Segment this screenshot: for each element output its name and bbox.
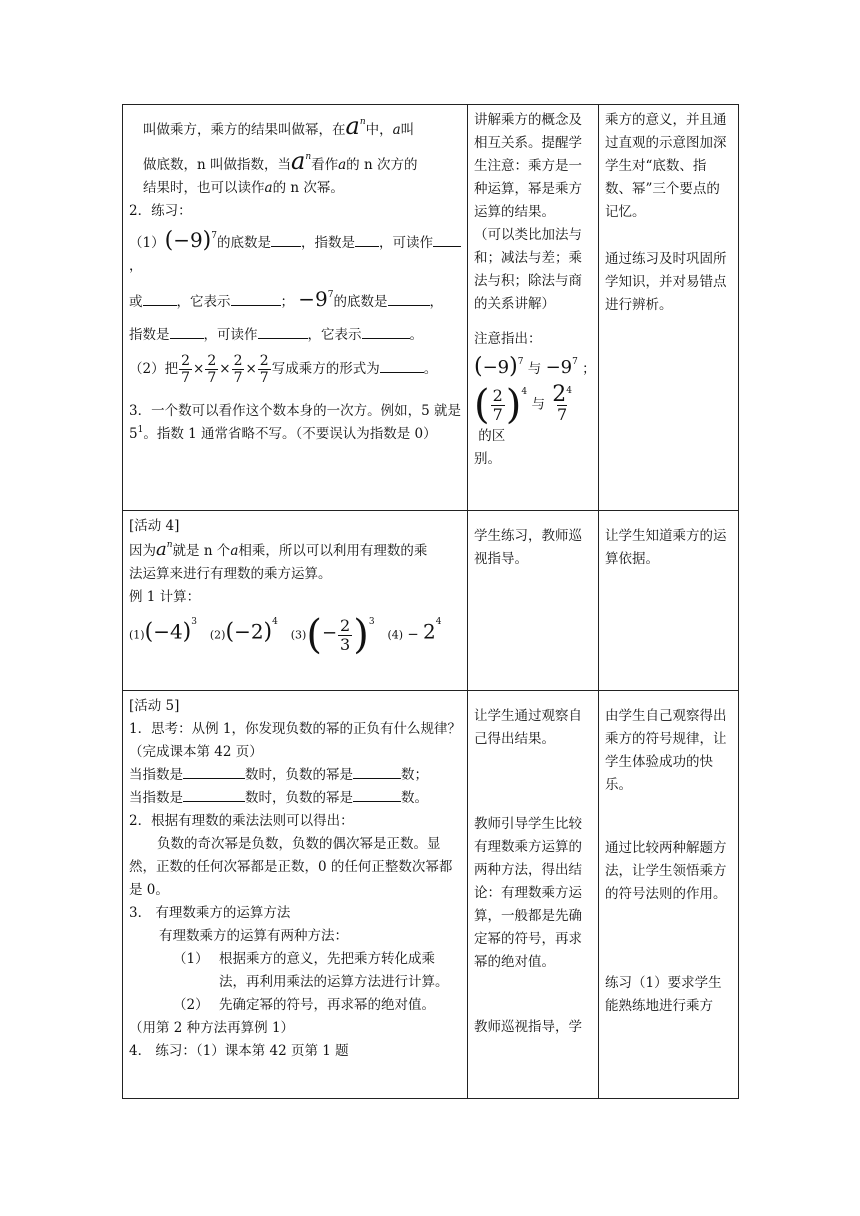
content-cell xyxy=(123,105,468,511)
purpose-cell xyxy=(599,511,739,691)
question-4: 4． 练习：（1）课本第 42 页第 1 题 xyxy=(129,1043,349,1059)
method-text-2: 教师引导学生比较有理数乘方运算的两种方法，得出结论：有理数乘方运算，一般都是先确定幂的符号，再求幂的绝对值。 xyxy=(474,816,582,970)
note-compare-1: $(-9)^7$ 与 $-9^7$ ； xyxy=(474,354,596,379)
question-3-intro: 有理数乘方的运算有两种方法： xyxy=(159,928,348,944)
redo-note: （用第 2 种方法再算例 1） xyxy=(129,1020,295,1036)
definition-line-2: 做底数，n 叫做指数，当$a^n$看作a的 n 次方的 xyxy=(143,147,418,175)
table-row xyxy=(123,511,739,691)
question-2: 2．根据有理数的乘法法则可以得出： xyxy=(129,813,354,829)
method-text: 学生练习，教师巡视指导。 xyxy=(474,528,582,567)
purpose-cell xyxy=(599,691,739,1099)
method-cell xyxy=(468,105,599,511)
method-text-2: （可以类比加法与和；减法与差；乘法与积；除法与商的关系讲解） xyxy=(474,227,582,312)
note-title: 注意指出： xyxy=(474,331,542,347)
purpose-text-3: 练习（1）要求学生能熟练地进行乘方 xyxy=(605,975,722,1014)
rule-odd: 当指数是 数时，负数的幂是 数； xyxy=(129,764,461,787)
activity-4-line-1: 因为$a^n$就是 n 个a相乘，所以可以利用有理数的乘 xyxy=(129,539,428,560)
lesson-table xyxy=(122,104,739,1099)
table-row xyxy=(123,691,739,1099)
exercise-2: （2）把 $\frac{2}{7}$ × $\frac{2}{7}$ × $\frac{2}{7}$ × $\frac{2}{7}$ 写成乘方的形式为 。 xyxy=(129,353,438,386)
method-text-1: 让学生通过观察自己得出结果。 xyxy=(474,708,582,747)
table-row xyxy=(123,105,739,511)
item-3: 3．一个数可以看作这个数本身的一次方。例如，5 就是 $5^1$。指数 1 通常省略不写。（不要误认为指数是 0） xyxy=(129,403,461,442)
method-text-1: 讲解乘方的概念及相互关系。提醒学生注意：乘方是一种运算，幂是乘方运算的结果。 xyxy=(474,112,582,220)
example-1-title: 例 1 计算： xyxy=(129,589,201,605)
purpose-text: 让学生知道乘方的运算依据。 xyxy=(605,528,727,567)
note-end: 别。 xyxy=(474,451,501,467)
activity-4-title: [活动 4] xyxy=(129,518,180,534)
purpose-text-1: 由学生自己观察得出乘方的符号规律，让学生体验成功的快乐。 xyxy=(605,708,727,793)
method-2: （2） 先确定幂的符号，再求幂的绝对值。 xyxy=(173,997,435,1013)
method-text-3: 教师巡视指导，学 xyxy=(474,1019,582,1035)
definition-line-3: 结果时，也可以读作a的 n 次幂。 xyxy=(143,180,344,196)
method-1: （1） 根据乘方的意义，先把乘方转化成乘法，再利用乘法的运算方法进行计算。 xyxy=(173,951,449,990)
method-cell xyxy=(468,691,599,1099)
exercise-1-line-2: 或 ，它表示 ； $-9^7$的底数是 ， xyxy=(129,287,444,311)
question-2-body: 负数的奇次幂是负数，负数的偶次幂是正数。显然，正数的任何次幂都是正数，0 的任何正整数次幂都是 0。 xyxy=(129,836,453,898)
method-cell xyxy=(468,511,599,691)
practice-heading: 2．练习： xyxy=(129,203,192,219)
question-1-note: （完成课本第 42 页） xyxy=(129,744,263,760)
content-cell xyxy=(123,511,468,691)
content-cell xyxy=(123,691,468,1099)
definition-line-1: 叫做乘方，乘方的结果叫做幂，在$a^n$中，a叫 xyxy=(143,112,415,140)
question-1: 1．思考：从例 1，你发现负数的幂的正负有什么规律？ xyxy=(129,721,461,737)
example-1-items: $(1)(-4)^3$ $(2)(-2)^4$ (3)(− $\frac{2}{3}$ )$^3$ $(4) - 2^4$ xyxy=(129,612,442,658)
purpose-text-2: 通过练习及时巩固所学知识，并对易错点进行辨析。 xyxy=(605,251,727,313)
rule-even: 当指数是 数时，负数的幂是 数。 xyxy=(129,787,461,810)
exercise-1-line-1: $(1)(-9)^7$的底数是 ，指数是 ，可读作， xyxy=(129,229,461,278)
purpose-text-1: 乘方的意义，并且通过直观的示意图加深学生对“底数、指数、幂”三个要点的记忆。 xyxy=(605,112,727,220)
purpose-text-2: 通过比较两种解题方法，让学生领悟乘方的符号法则的作用。 xyxy=(605,840,727,902)
exercise-1-line-3: 指数是 ，可读作 ，它表示 。 xyxy=(129,324,461,347)
note-compare-2: ( $\frac{2}{7}$ )$^4$ 与 $\frac{2^4}{7}$ 的区 xyxy=(474,382,572,444)
activity-5-title: [活动 5] xyxy=(129,698,180,714)
purpose-cell xyxy=(599,105,739,511)
question-3: 3． 有理数乘方的运算方法 xyxy=(129,905,291,921)
activity-4-line-2: 法运算来进行有理数的乘方运算。 xyxy=(129,566,332,582)
